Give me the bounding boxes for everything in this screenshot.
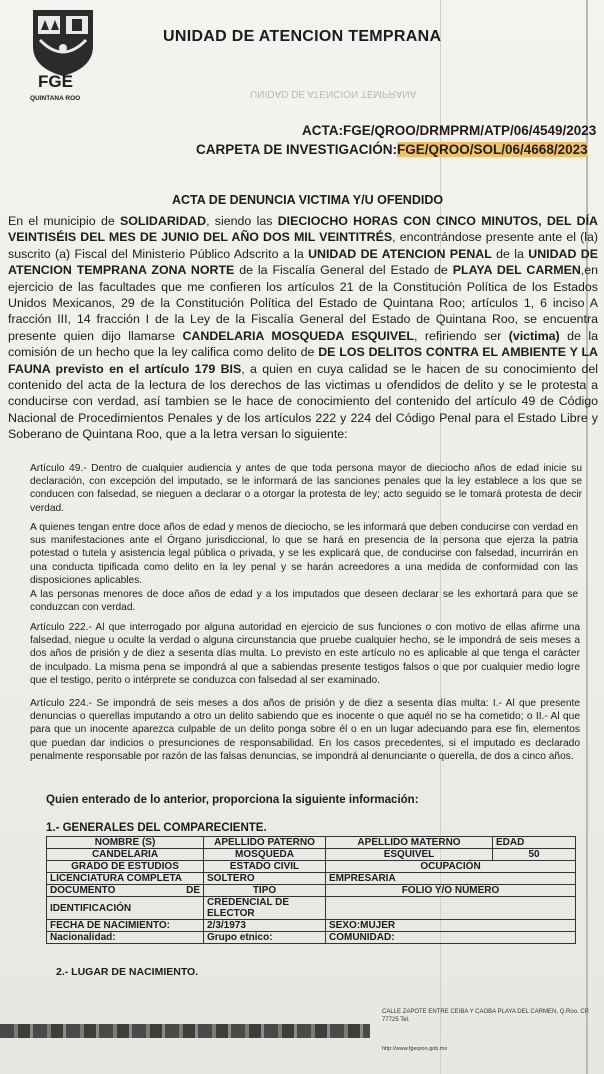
fge-logo	[28, 6, 98, 106]
document-title: ACTA DE DENUNCIA VICTIMA Y/U OFENDIDO	[172, 193, 444, 207]
logo-acronym: FGE	[38, 72, 73, 91]
header-documento	[47, 885, 204, 897]
carpeta-line	[196, 142, 588, 157]
section-2-title: 2.- LUGAR DE NACIMIENTO.	[56, 966, 199, 978]
value-folio	[326, 897, 576, 920]
value-estudios: LICENCIATURA COMPLETA	[47, 873, 204, 885]
header-nombre: NOMBRE (S)	[47, 837, 204, 849]
sexo-cell	[326, 920, 576, 932]
de-label: DE	[186, 885, 200, 896]
body-bold: DE LOS DELITOS CONTRA EL AMBIENTE Y LA FAUNA previsto en el artículo 179 BIS	[8, 345, 598, 376]
header-tipo: TIPO	[204, 885, 326, 897]
header-grupo: Grupo etnico:	[204, 932, 326, 944]
body-bold: (victima)	[508, 328, 560, 343]
body-text: , siendo las	[206, 214, 278, 228]
sexo-label: SEXO:	[329, 920, 361, 931]
header-estudios: GRADO DE ESTUDIOS	[47, 861, 204, 873]
logo-state: QUINTANA ROO	[30, 95, 81, 102]
body-bold: DIECIOCHO HORAS CON CINCO MINUTOS, DEL DÍA VEINTISÉIS DEL MES DE JUNIO DEL AÑO DOS MIL VEINTITRÉS	[8, 214, 598, 245]
footer-url: http://www.fgeqroo.gob.mx	[382, 1046, 448, 1052]
article-224: Artículo 224.- Se impondrá de seis meses a dos años de prisión y de diez a sesenta días multa: I.- Al que presente denuncias o querellas imputando a otro un delito sabiendo que es inocente o que aquél no se ha cometido; o II.- Al que para que un inocente aparezca culpable de un delito ponga sobre él o en un lugar adecuando para ese fin, elementos que puedan dar indicios o presunciones de responsabilidad. En los casos precedentes, si el imputado es declarado penalmente responsable por razón de las falsas denuncias, se impondrá al denunciante o querella, de dos a cinco años.	[30, 698, 580, 762]
header-civil: ESTADO CIVIL	[204, 861, 326, 873]
value-fecha: 2/3/1973	[204, 920, 326, 932]
paragraph-minors: A quienes tengan entre doce años de edad y menos de dieciocho, se les informará que deben conducirse con verdad en sus manifestaciones ante el Órgano jurisdiccional, lo que se hará en presencia de la persona que ejerza la patria potestad o tutela y asistencia legal pública o privada, y se les explicará que, de conducirse con falsedad, incurrirán en una conducta tipificada como delito en la ley penal y se harán acreedores a una medida de conformidad con las disposiciones aplicables.	[30, 522, 578, 586]
header-edad: EDAD	[493, 837, 576, 849]
footer-address: CALLE ZAPOTE ENTRE CEIBA Y CAOBA PLAYA DEL CARMEN, Q.Roo. CP. 77725 Tel.	[382, 1009, 590, 1023]
value-paterno: MOSQUEDA	[204, 849, 326, 861]
body-bold: UNIDAD DE ATENCION PENAL	[308, 246, 492, 261]
body-bold: SOLIDARIDAD	[120, 214, 207, 228]
redaction-strip	[0, 1024, 370, 1038]
value-civil: SOLTERO	[204, 873, 326, 885]
value-tipo: CREDENCIAL DE ELECTOR	[204, 897, 326, 920]
body-text: de la	[491, 246, 529, 261]
section-1-title: 1.- GENERALES DEL COMPARECIENTE.	[46, 822, 267, 834]
body-text: , a quien en cuya calidad se le hacen de su conocimiento del contenido del acta de la lectura de los derechos de las victimas u ofendidos de delito y se le protesta a conducirse con verdad, así tambien se le hace de conocimiento del contenido del artículo 49 de Código Nacional de Procedimientos Penales y de los artículos 222 y 224 del Código Penal para el Estado Libre y Soberano de Quintana Roo, que a la letra versan lo siguiente:	[8, 361, 598, 442]
value-nombre: CANDELARIA	[47, 849, 204, 861]
paragraph-under-twelve: A las personas menores de doce años de edad y a los imputados que deseen declarar se les exhortará para que se conduzcan con verdad.	[30, 589, 578, 614]
header-folio: FOLIO Y/O NÚMERO	[326, 885, 576, 897]
body-text: ,en ejercicio de las facultades que me confieren los artículos 21 de la Constitución Política de los Estados Unidos Mexicanos, 29 de la Constitución Política del Estado de Quintana Roo; artículos 1, 6 inciso A fracción III, 14 fracción I de la Ley de la Fiscalía General del Estado de Quintana Roo, se encuentra presente quien dijo llamarse	[8, 263, 599, 343]
info-intro: Quien enterado de lo anterior, proporciona la siguiente información:	[46, 794, 419, 806]
header-comunidad: COMUNIDAD:	[326, 932, 576, 944]
documento-label: DOCUMENTO	[50, 885, 116, 896]
body-text: , encontrándose presente ante el (la) suscrito (a) Fiscal del Ministerio Público Adscrito a la	[8, 230, 598, 261]
header-identificacion: IDENTIFICACIÓN	[47, 897, 204, 920]
acta-number: ACTA:FGE/QROO/DRMPRM/ATP/06/4549/2023	[302, 123, 597, 138]
body-bold: CANDELARIA MOSQUEDA ESQUIVEL	[182, 328, 414, 343]
value-materno: ESQUIVEL	[326, 849, 493, 861]
body-bold: UNIDAD DE ATENCION TEMPRANA ZONA NORTE	[8, 246, 599, 278]
body-text: En el municipio de	[8, 214, 121, 228]
carpeta-number: FGE/QROO/SOL/06/4668/2023	[397, 142, 588, 157]
header-materno: APELLIDO MATERNO	[326, 837, 493, 849]
value-ocupacion: EMPRESARIA	[326, 873, 576, 885]
generales-table	[46, 836, 576, 944]
header-paterno: APELLIDO PATERNO	[204, 837, 326, 849]
body-text: de la comisión de un hecho que la ley califica como delito de	[8, 328, 598, 360]
body-text: de la Fiscalía General del Estado de	[234, 263, 453, 278]
value-edad: 50	[493, 849, 576, 861]
article-222: Artículo 222.- Al que interrogado por alguna autoridad en ejercicio de sus funciones o con motivo de ellas afirme una falsedad, niegue u oculte la verdad o alguna circunstancia que pruebe cualquier hecho, se le impondrá de seis meses a dos años de prisión y de diez a sesenta días multa. Lo previsto en este artículo no es aplicable al que tenga el carácter de inculpado. La misma pena se impondrá al que a sabiendas presente testigos falsos o que por cualquier medio logre que el testigo, perito o intérprete se conduzca con falsedad al ser examinado.	[30, 622, 580, 686]
header-fecha: FECHA DE NACIMIENTO:	[47, 920, 204, 932]
sexo-value: MUJER	[360, 920, 396, 931]
bleed-through-text: UNIDAD DE ATENCION TEMPRANA	[250, 88, 417, 99]
article-49: Artículo 49.- Dentro de cualquier audiencia y antes de que toda persona mayor de dieciocho años de edad inicie su declaración, con excepción del imputado, se le informará de las sanciones penales que la ley establece a los que se conducen con falsedad, se nieguen a declarar o a otorgar la protesta de ley; acto seguido se le tomará protesta de decir verdad.	[30, 463, 582, 514]
body-paragraph	[8, 213, 598, 443]
header-ocupacion: OCUPACIÓN	[326, 861, 576, 873]
page-title: UNIDAD DE ATENCION TEMPRANA	[163, 28, 442, 45]
body-bold: PLAYA DEL CARMEN	[452, 263, 581, 278]
body-text: , refiriendo ser	[414, 328, 509, 343]
header-nacionalidad: Nacionalidad:	[47, 932, 204, 944]
paper-fold-line	[586, 0, 588, 1074]
carpeta-label: CARPETA DE INVESTIGACIÓN:	[196, 142, 398, 157]
